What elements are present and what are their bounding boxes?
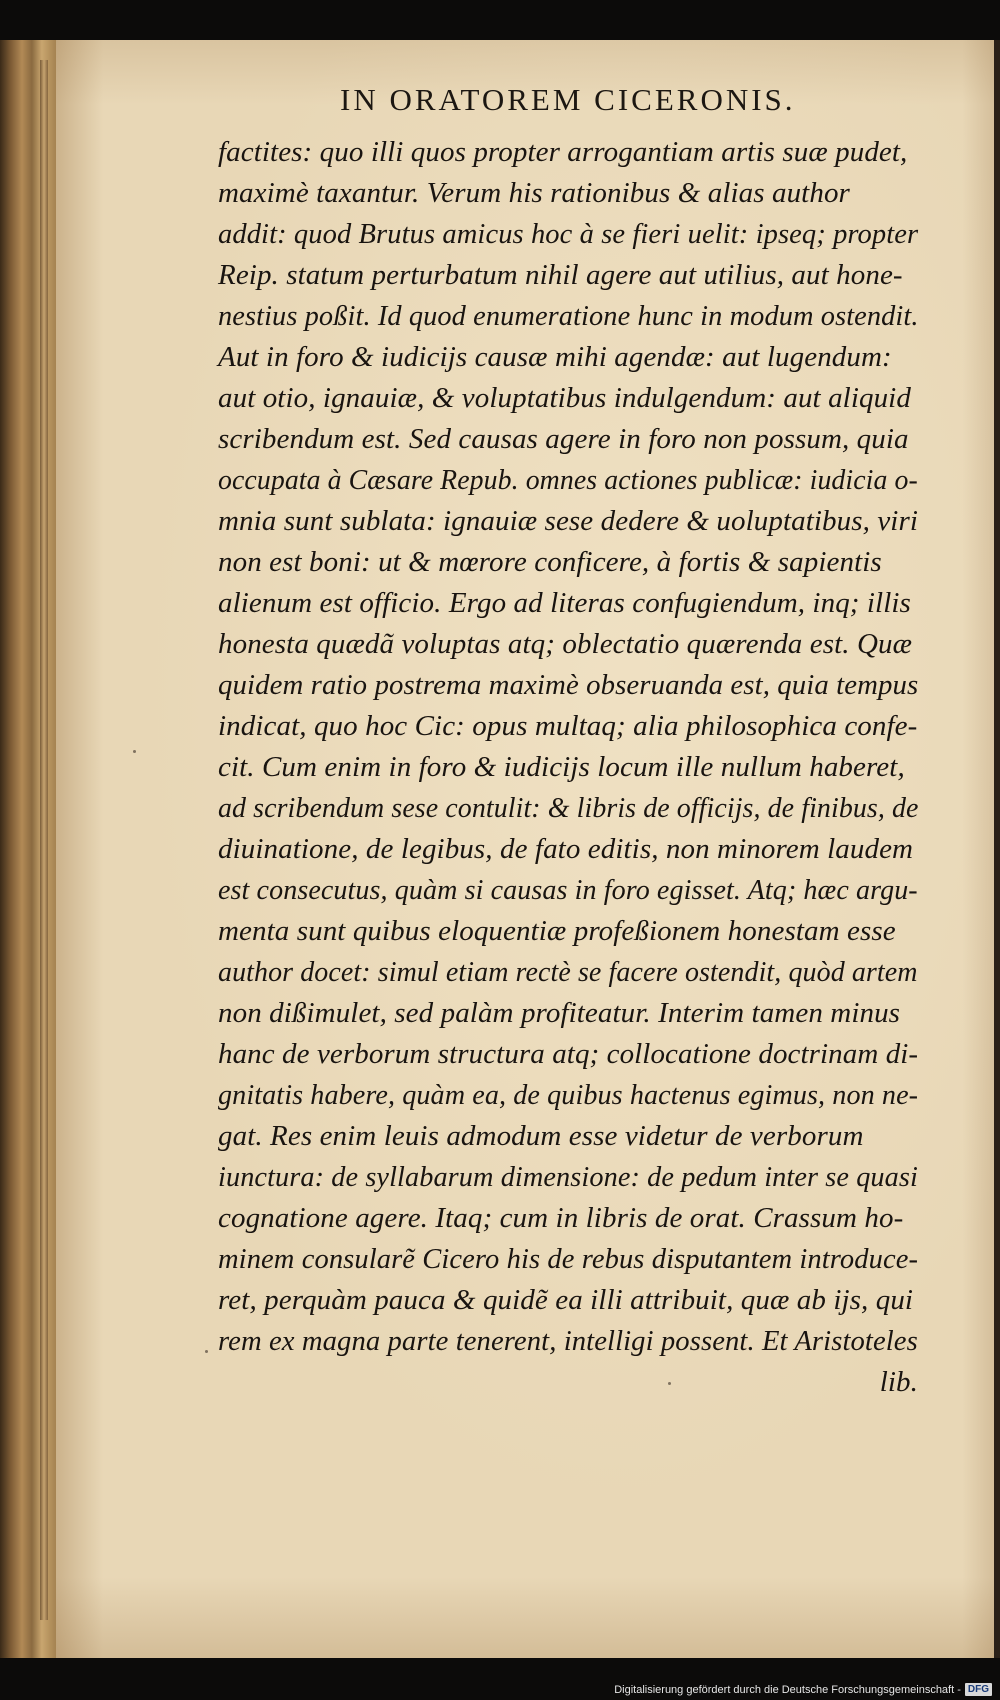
text-line: Reip. statum perturbatum nihil agere aut utilius, aut hone- [218, 259, 903, 291]
paper-speck [668, 1382, 671, 1385]
text-line: occupata à Cæsare Repub. omnes actiones publicæ: iudicia o- [218, 464, 918, 496]
text-line: non est boni: ut & mœrore conficere, à fortis & sapientis [218, 546, 882, 578]
text-line: cit. Cum enim in foro & iudicijs locum ille nullum haberet, [218, 751, 905, 783]
text-line: Aut in foro & iudicijs causæ mihi agendæ: aut lugendum: [218, 341, 892, 373]
text-line: maximè taxantur. Verum his rationibus & alias author [218, 177, 850, 209]
text-line: hanc de verborum structura atq; collocatione doctrinam di- [218, 1038, 919, 1070]
text-line: non dißimulet, sed palàm profiteatur. Interim tamen minus [218, 997, 901, 1029]
digitization-credit [614, 1683, 992, 1696]
spine-edge [40, 60, 48, 1620]
dfg-logo: DFG [965, 1683, 992, 1696]
paper-speck [133, 750, 136, 753]
text-line: addit: quod Brutus amicus hoc à se fieri uelit: ipseq; propter [218, 218, 919, 250]
catchword: lib. [879, 1366, 918, 1398]
text-line: ad scribendum sese contulit: & libris de officijs, de finibus, de [218, 792, 919, 824]
text-line: scribendum est. Sed causas agere in foro non possum, quia [218, 423, 909, 455]
text-line: ret, perquàm pauca & quidẽ ea illi attribuit, quæ ab ijs, qui [218, 1284, 914, 1316]
text-line: factites: quo illi quos propter arrogantiam artis suæ pudet, [218, 136, 908, 168]
text-line: indicat, quo hoc Cic: opus multaq; alia philosophica confe- [218, 710, 918, 742]
text-line: alienum est officio. Ergo ad literas confugiendum, inq; illis [218, 587, 911, 619]
text-line: est consecutus, quàm si causas in foro egisset. Atq; hæc argu- [218, 874, 918, 906]
page-right-edge [994, 40, 1000, 1658]
text-line: cognatione agere. Itaq; cum in libris de orat. Crassum ho- [218, 1202, 904, 1234]
text-line: author docet: simul etiam rectè se facere ostendit, quòd artem [218, 956, 918, 988]
text-line: menta sunt quibus eloquentiæ profeßionem honestam esse [218, 915, 896, 947]
text-line: rem ex magna parte tenerent, intelligi possent. Et Aristoteles [218, 1325, 918, 1357]
text-line: honesta quædã voluptas atq; oblectatio quærenda est. Quæ [218, 628, 913, 660]
text-line: mnia sunt sublata: ignauiæ sese dedere & uoluptatibus, viri [218, 505, 918, 537]
page-body-text [218, 132, 918, 1403]
text-line: quidem ratio postrema maximè obseruanda est, quia tempus [218, 669, 919, 701]
text-line: iunctura: de syllabarum dimensione: de pedum inter se quasi [218, 1161, 918, 1193]
paper-speck [205, 1350, 208, 1353]
text-line: nestius poßit. Id quod enumeratione hunc in modum ostendit. [218, 300, 919, 332]
book-spine [0, 40, 58, 1660]
text-line: gat. Res enim leuis admodum esse videtur de verborum [218, 1120, 864, 1152]
text-line: gnitatis habere, quàm ea, de quibus hactenus egimus, non ne- [218, 1079, 919, 1111]
text-line: aut otio, ignauiæ, & voluptatibus indulgendum: aut aliquid [218, 382, 911, 414]
text-line: minem consularẽ Cicero his de rebus disputantem introduce- [218, 1243, 919, 1275]
running-head: IN ORATOREM CICERONIS. [340, 82, 796, 117]
text-line: diuinatione, de legibus, de fato editis, non minorem laudem [218, 833, 914, 865]
credit-text: Digitalisierung gefördert durch die Deutsche Forschungsgemeinschaft - [614, 1683, 961, 1696]
